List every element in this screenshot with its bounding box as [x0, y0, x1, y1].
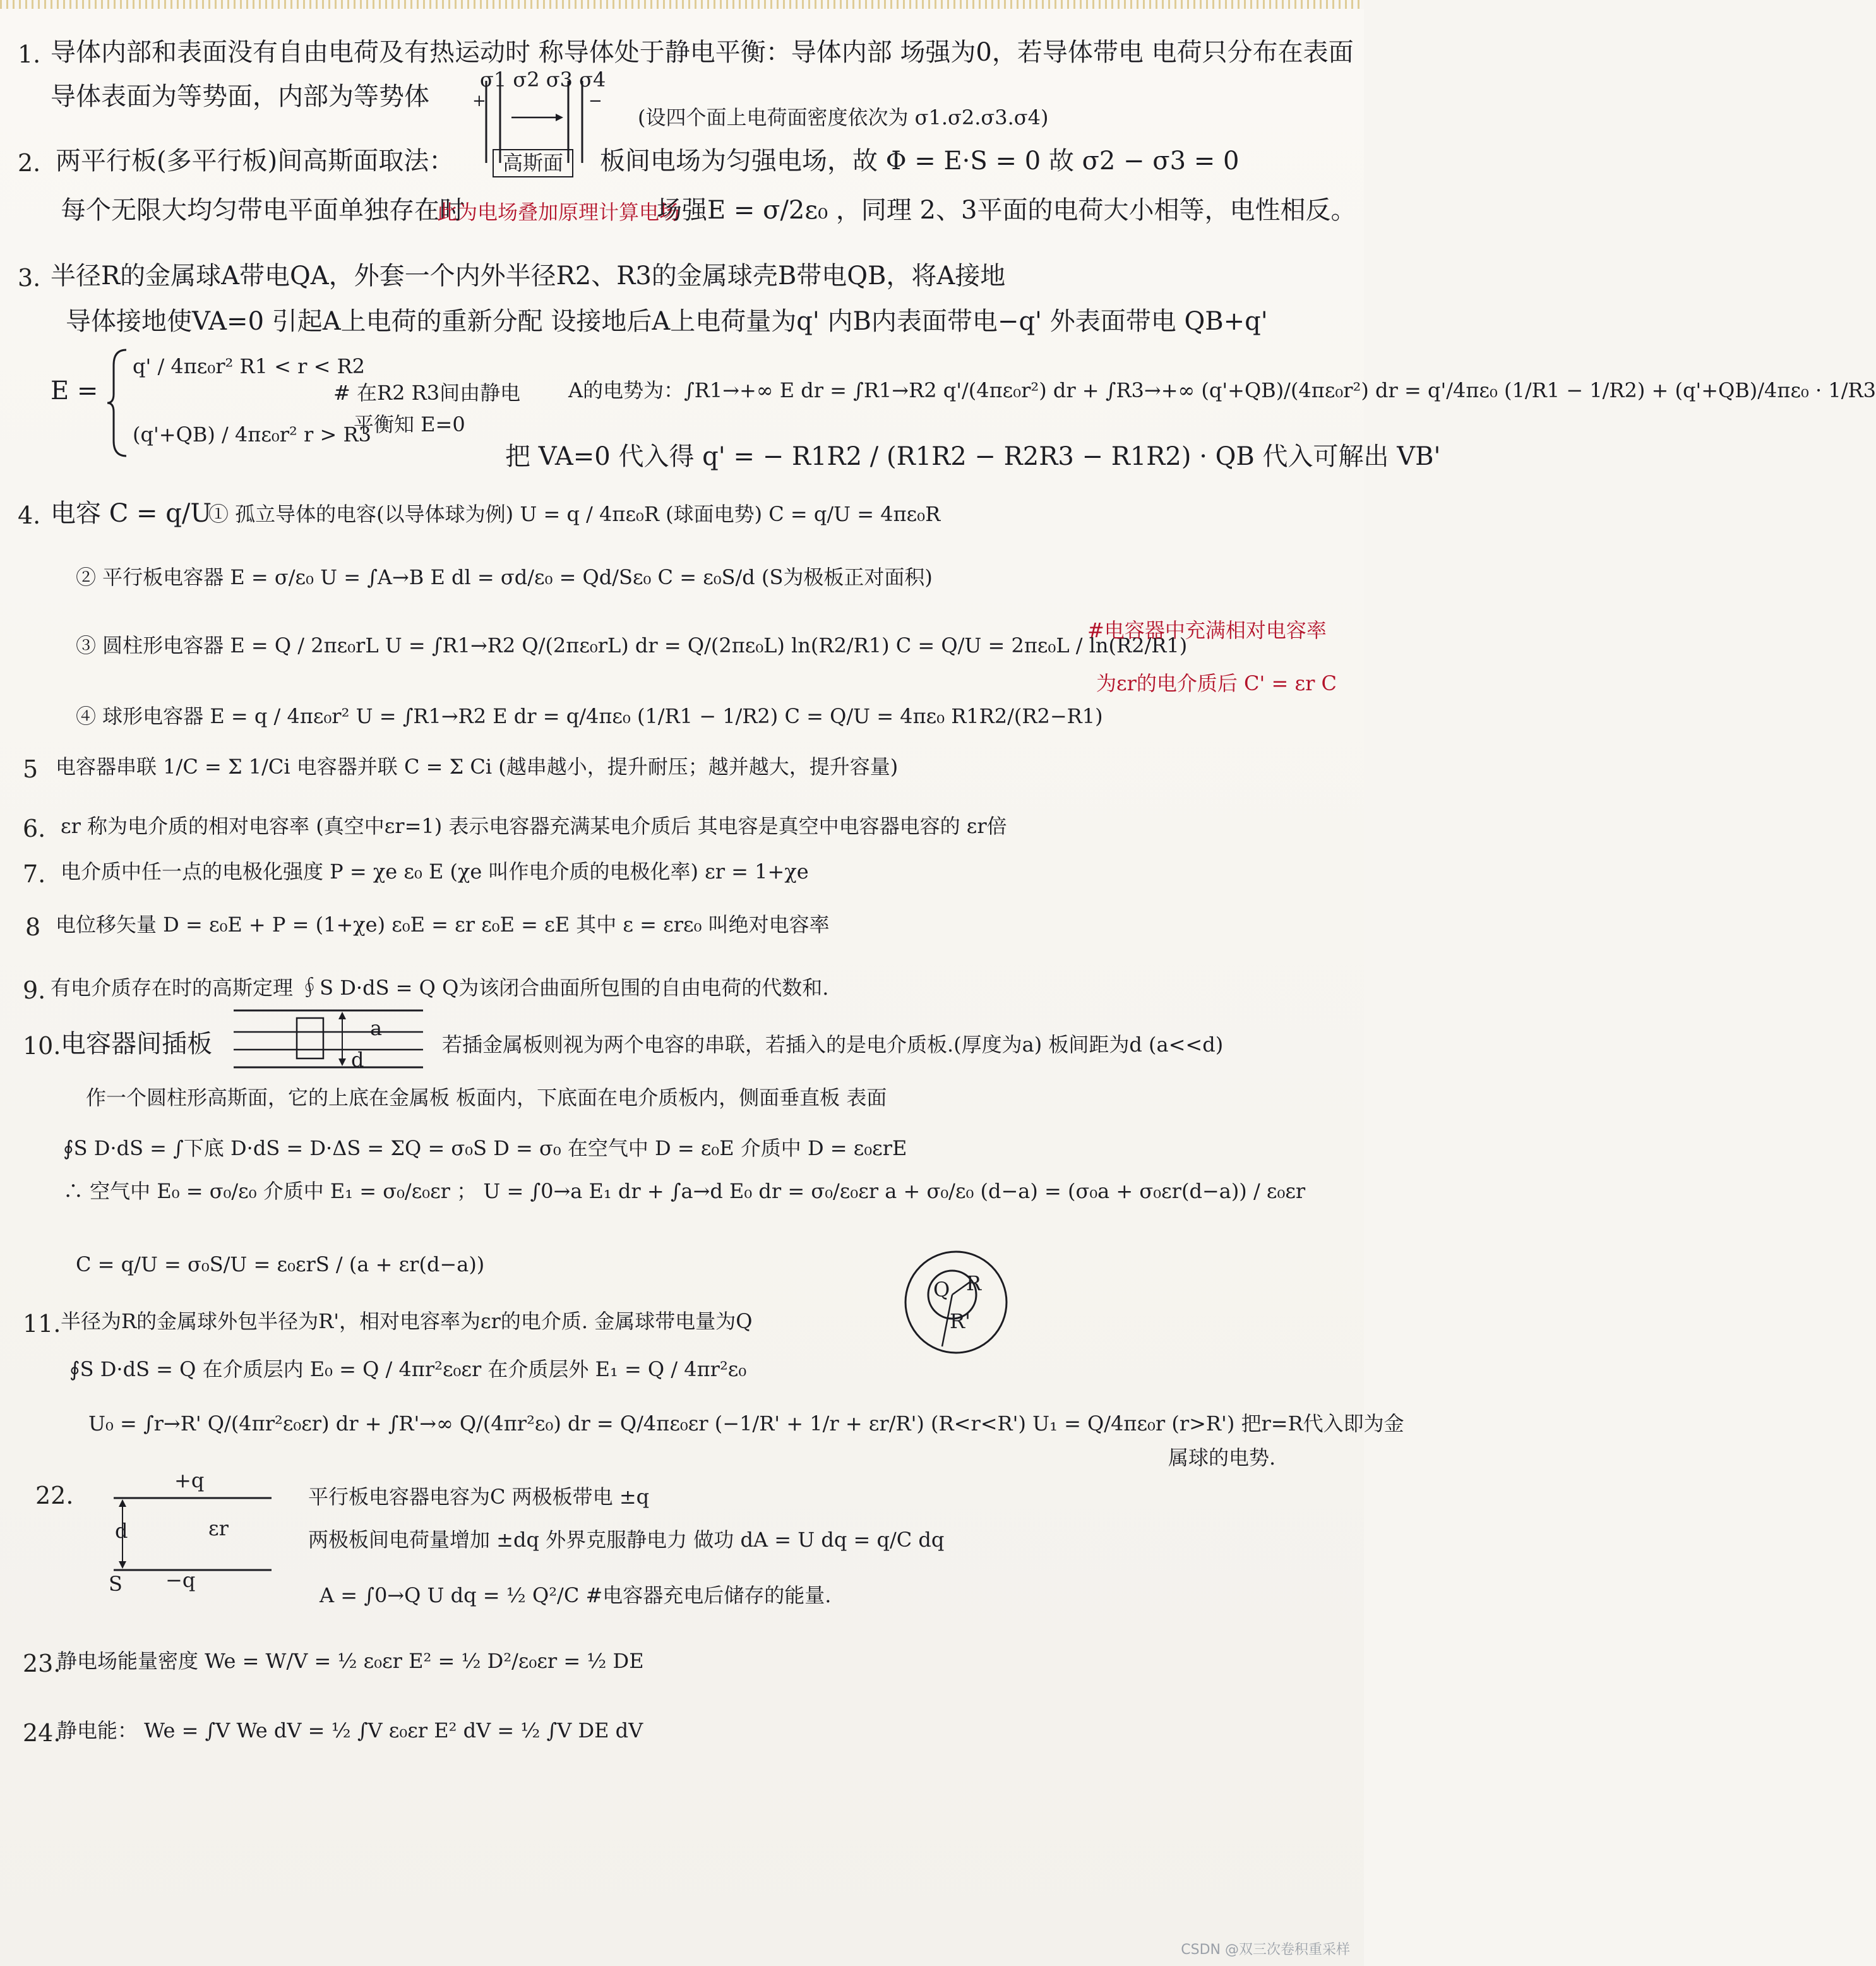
svg-text:−: − — [588, 92, 602, 111]
item-1-number: 1. — [18, 40, 41, 68]
plate-labels: σ1 σ2 σ3 σ4 — [480, 68, 606, 92]
item-7-text: 电介质中任一点的电极化强度 P = χe ε₀ E (χe 叫作电介质的电极化率) εr = 1+χe — [61, 860, 809, 884]
item-11-line-4: 属球的电势. — [1168, 1446, 1276, 1470]
item-1-plate-note: (设四个面上电荷面密度依次为 σ1.σ2.σ3.σ4) — [638, 105, 1049, 129]
item-6-number: 6. — [23, 815, 46, 842]
item-23-text: 静电场能量密度 We = W/V = ½ ε₀εr E² = ½ D²/ε₀εr = ½ DE — [57, 1649, 644, 1673]
item-10-line-5: C = q/U = σ₀S/U = ε₀εrS / (a + εr(d−a)) — [76, 1252, 485, 1276]
item-3-case-1: q' / 4πε₀r² R1 < r < R2 — [133, 354, 366, 378]
item-3-number: 3. — [18, 264, 41, 292]
item-10-line-3: ∮S D·dS = ∫下底 D·dS = D·ΔS = ΣQ = σ₀S D = σ₀ 在空气中 D = ε₀E 介质中 D = ε₀εrE — [63, 1136, 907, 1160]
item-23-number: 23. — [23, 1650, 61, 1677]
item-4-red-note-1: #电容器中充满相对电容率 — [1087, 618, 1327, 642]
watermark: CSDN @双三次卷积重采样 — [1181, 1942, 1350, 1958]
item-4-line-4: ④ 球形电容器 E = q / 4πε₀r² U = ∫R1→R2 E dr = q/4πε₀ (1/R1 − 1/R2) C = Q/U = 4πε₀ R1R2/(R2−R1) — [76, 704, 1103, 728]
item-5-number: 5 — [23, 755, 39, 783]
item-3-solution: 把 VA=0 代入得 q' = − R1R2 / (R1R2 − R2R3 − R1R2) · QB 代入可解出 VB' — [505, 442, 1441, 471]
item-11-number: 11. — [23, 1310, 61, 1338]
item-4-line-3: ③ 圆柱形电容器 E = Q / 2πε₀rL U = ∫R1→R2 Q/(2πε₀rL) dr = Q/(2πε₀L) ln(R2/R1) C = Q/U = 2πε₀L / ln(R2/R1) — [76, 633, 1188, 657]
inserted-slab-figure — [234, 1004, 423, 1074]
item-22-number: 22. — [35, 1482, 74, 1509]
item-22-line-1: 平行板电容器电容为C 两极板带电 ±q — [308, 1485, 650, 1509]
gauss-surface-box: 高斯面 — [493, 149, 573, 177]
item-10-number: 10. — [23, 1032, 61, 1060]
item-6-text: εr 称为电介质的相对电容率 (真空中εr=1) 表示电容器充满某电介质后 其电容是真空中电容器电容的 εr倍 — [61, 814, 1007, 838]
item-10-description: 若插金属板则视为两个电容的串联，若插入的是电介质板.(厚度为a) 板间距为d (a<<d) — [442, 1033, 1224, 1057]
item-2-line-2b: 场强E = σ/2ε₀ ，同理 2、3平面的电荷大小相等，电性相反。 — [657, 196, 1356, 225]
item-2-line-1a: 两平行板(多平行板)间高斯面取法： — [56, 147, 455, 176]
item-11-line-3: U₀ = ∫r→R' Q/(4πr²ε₀εr) dr + ∫R'→∞ Q/(4πr²ε₀) dr = Q/4πε₀εr (−1/R' + 1/r + εr/R') (R<r<R') U₁ = Q/4πε₀r (r>R') 把r=R代入即为金 — [88, 1412, 1404, 1436]
capacitor-gap-label: d — [115, 1519, 128, 1543]
capacitor-dielectric-label: εr — [208, 1516, 229, 1540]
item-9-number: 9. — [23, 976, 46, 1004]
item-4-red-note-2: 为εr的电介质后 C' = εr C — [1096, 671, 1337, 695]
item-3-potential: A的电势为：∫R1→+∞ E dr = ∫R1→R2 q'/(4πε₀r²) dr + ∫R3→+∞ (q'+QB)/(4πε₀r²) dr = q'/4πε₀ (1/R1 − 1/R2) + (q'+QB)/4πε₀ · 1/R3 — [568, 378, 1876, 402]
item-4-line-2: ② 平行板电容器 E = σ/ε₀ U = ∫A→B E dl = σd/ε₀ = Qd/Sε₀ C = ε₀S/d (S为极板正对面积) — [76, 565, 933, 589]
plate-area-label: S — [109, 1572, 122, 1596]
item-8-number: 8 — [25, 913, 41, 941]
item-7-number: 7. — [23, 860, 46, 888]
plate-gap-label: d — [351, 1048, 364, 1072]
item-3-note-1: # 在R2 R3间由静电 — [333, 381, 521, 405]
item-3-case-2: (q'+QB) / 4πε₀r² r > R3 — [133, 423, 371, 447]
item-2-number: 2. — [18, 149, 41, 177]
item-11-line-2: ∮S D·dS = Q 在介质层内 E₀ = Q / 4πr²ε₀εr 在介质层外 E₁ = Q / 4πr²ε₀ — [69, 1357, 747, 1381]
sphere-radius-label: R — [966, 1271, 982, 1295]
slab-thickness-label: a — [370, 1016, 383, 1040]
item-3-line-2: 导体接地使VA=0 引起A上电荷的重新分配 设接地后A上电荷量为q' 内B内表面带电−q' 外表面带电 QB+q' — [66, 307, 1268, 336]
item-10-line-4: ∴ 空气中 E₀ = σ₀/ε₀ 介质中 E₁ = σ₀/ε₀εr ； U = ∫0→a E₁ dr + ∫a→d E₀ dr = σ₀/ε₀εr a + σ₀/ε₀ (d−a) = (σ₀a + σ₀εr(d−a)) / ε₀εr — [63, 1179, 1306, 1203]
item-5-text: 电容器串联 1/C = Σ 1/Ci 电容器并联 C = Σ Ci (越串越小，提升耐压；越并越大，提升容量) — [56, 755, 899, 779]
dielectric-sphere-figure — [899, 1245, 1013, 1359]
item-4-line-1a: 电容 C = q/U — [51, 499, 212, 528]
item-3-line-1: 半径R的金属球A带电QA，外套一个内外半径R2、R3的金属球壳B带电QB，将A接地 — [51, 261, 1006, 291]
item-2-line-1b: 板间电场为匀强电场，故 Φ = E·S = 0 故 σ2 − σ3 = 0 — [600, 147, 1240, 176]
bottom-plate-charge: −q — [165, 1568, 196, 1592]
top-plate-charge: +q — [174, 1468, 205, 1492]
page-top-border — [0, 0, 1364, 9]
item-4-line-1b: ① 孤立导体的电容(以导体球为例) U = q / 4πε₀R (球面电势) C = q/U = 4πε₀R — [208, 502, 941, 526]
item-10-line-2: 作一个圆柱形高斯面，它的上底在金属板 板面内，下底面在电介质板内，侧面垂直板 表面 — [86, 1086, 887, 1110]
item-24-text: 静电能： We = ∫V We dV = ½ ∫V ε₀εr E² dV = ½ ∫V DE dV — [57, 1718, 643, 1742]
item-3-note-2: 平衡知 E=0 — [354, 412, 465, 436]
piecewise-brace — [106, 346, 131, 460]
item-22-line-3: A = ∫0→Q U dq = ½ Q²/C #电容器充电后储存的能量. — [320, 1583, 832, 1607]
item-2-line-2a: 每个无限大均匀带电平面单独存在时 — [61, 196, 465, 225]
item-4-number: 4. — [18, 501, 41, 529]
sphere-charge-label: Q — [933, 1278, 950, 1302]
svg-text:+: + — [472, 92, 486, 111]
item-22-line-2: 两极板间电荷量增加 ±dq 外界克服静电力 做功 dA = U dq = q/C dq — [308, 1528, 945, 1552]
item-3-E-label: E = — [51, 376, 99, 405]
item-2-red-note: 此为电场叠加原理计算电场 — [437, 200, 680, 224]
item-1-line-1: 导体内部和表面没有自由电荷及有热运动时 称导体处于静电平衡：导体内部 场强为0，若导体带电 电荷只分布在表面 — [51, 38, 1354, 67]
item-9-text: 有电介质存在时的高斯定理 ∮S D·dS = Q Q为该闭合曲面所包围的自由电荷的代数和. — [51, 976, 829, 1000]
item-24-number: 24. — [23, 1719, 61, 1747]
item-8-text: 电位移矢量 D = ε₀E + P = (1+χe) ε₀E = εr ε₀E = εE 其中 ε = εrε₀ 叫绝对电容率 — [56, 913, 830, 937]
item-11-line-1: 半径为R的金属球外包半径为R'，相对电容率为εr的电介质. 金属球带电量为Q — [61, 1309, 753, 1333]
item-10-title: 电容器间插板 — [61, 1029, 212, 1058]
shell-radius-label: R' — [950, 1309, 971, 1333]
item-1-line-2: 导体表面为等势面，内部为等势体 — [51, 82, 429, 111]
